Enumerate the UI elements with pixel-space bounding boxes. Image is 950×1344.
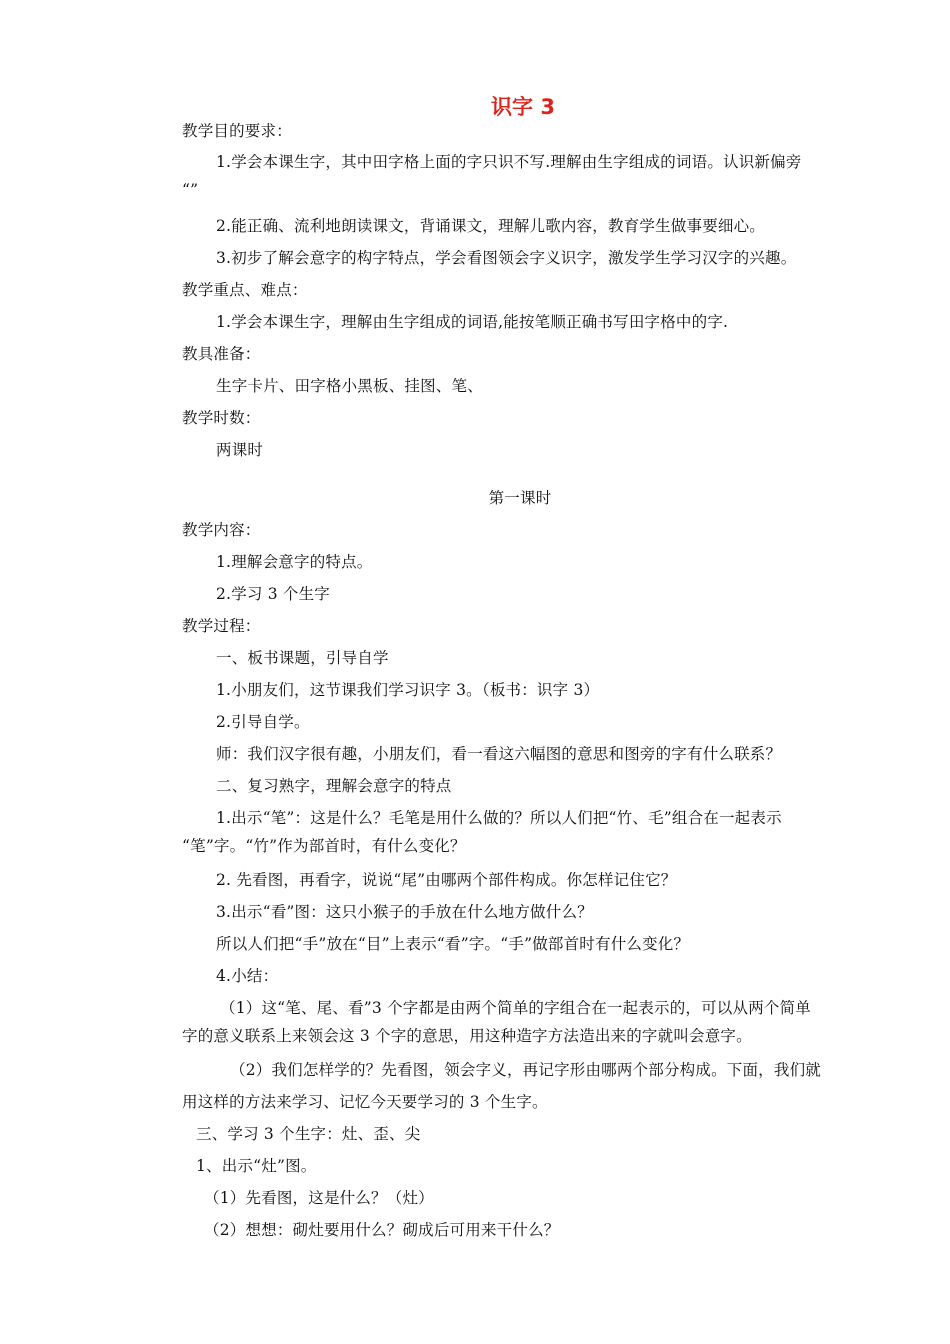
text-line: 1.学会本课生字，理解由生字组成的词语,能按笔顺正确书写田字格中的字. — [216, 313, 729, 331]
text-line: （1）这“笔、尾、看”3 个字都是由两个简单的字组合在一起表示的，可以从两个简单 — [220, 999, 812, 1017]
text-line: “笔”字。“竹”作为部首时，有什么变化？ — [182, 837, 466, 855]
text-line: 1.理解会意字的特点。 — [216, 553, 373, 571]
text-line: 三、学习 3 个生字：灶、歪、尖 — [196, 1125, 421, 1143]
section-heading: 第一课时 — [488, 489, 552, 507]
text-line: 字的意义联系上来领会这 3 个字的意思，用这种造字方法造出来的字就叫会意字。 — [182, 1027, 752, 1045]
text-line: 教学重点、难点： — [182, 281, 308, 299]
text-line: 生字卡片、田字格小黑板、挂图、笔、 — [216, 377, 483, 395]
text-line: 1.学会本课生字，其中田字格上面的字只识不写.理解由生字组成的词语。认识新偏旁 — [216, 153, 802, 171]
text-line: 2.学习 3 个生字 — [216, 585, 331, 603]
text-line: （2）我们怎样学的？先看图，领会字义，再记字形由哪两个部分构成。下面，我们就 — [230, 1061, 821, 1079]
text-line: 一、板书课题，引导自学 — [216, 649, 389, 667]
text-line: 2.能正确、流利地朗读课文，背诵课文，理解儿歌内容，教育学生做事要细心。 — [216, 217, 765, 235]
text-line: 二、复习熟字，理解会意字的特点 — [216, 777, 452, 795]
text-line: 3.出示“看”图：这只小猴子的手放在什么地方做什么？ — [216, 903, 593, 921]
text-line: 两课时 — [216, 441, 264, 459]
text-line: 1、出示“灶”图。 — [196, 1157, 317, 1175]
text-line: 1.出示“笔”：这是什么？毛笔是用什么做的？所以人们把“竹、毛”组合在一起表示 — [216, 809, 782, 827]
text-line: 教学时数： — [182, 409, 261, 427]
text-line: 1.小朋友们，这节课我们学习识字 3。（板书：识字 3） — [216, 681, 600, 699]
text-line: 所以人们把“手”放在“目”上表示“看”字。“手”做部首时有什么变化？ — [216, 935, 690, 953]
text-line: 用这样的方法来学习、记忆今天要学习的 3 个生字。 — [182, 1093, 548, 1111]
text-line: 师：我们汉字很有趣，小朋友们，看一看这六幅图的意思和图旁的字有什么联系？ — [216, 745, 782, 763]
text-line: 2.引导自学。 — [216, 713, 310, 731]
text-line: 教学过程： — [182, 617, 261, 635]
text-line: （2）想想：砌灶要用什么？砌成后可用来干什么？ — [204, 1221, 560, 1239]
doc-title: 识字 3 — [491, 95, 555, 119]
text-line: 2. 先看图，再看字，说说“尾”由哪两个部件构成。你怎样记住它？ — [216, 871, 677, 889]
text-line: 教学内容： — [182, 521, 261, 539]
text-line: （1）先看图，这是什么？（灶） — [204, 1189, 434, 1207]
text-line: 4.小结： — [216, 967, 279, 985]
text-line: 教学目的要求： — [182, 122, 292, 140]
text-line: 3.初步了解会意字的构字特点，学会看图领会字义识字，激发学生学习汉字的兴趣。 — [216, 249, 797, 267]
text-line: “” — [182, 181, 199, 199]
text-line: 教具准备： — [182, 345, 261, 363]
